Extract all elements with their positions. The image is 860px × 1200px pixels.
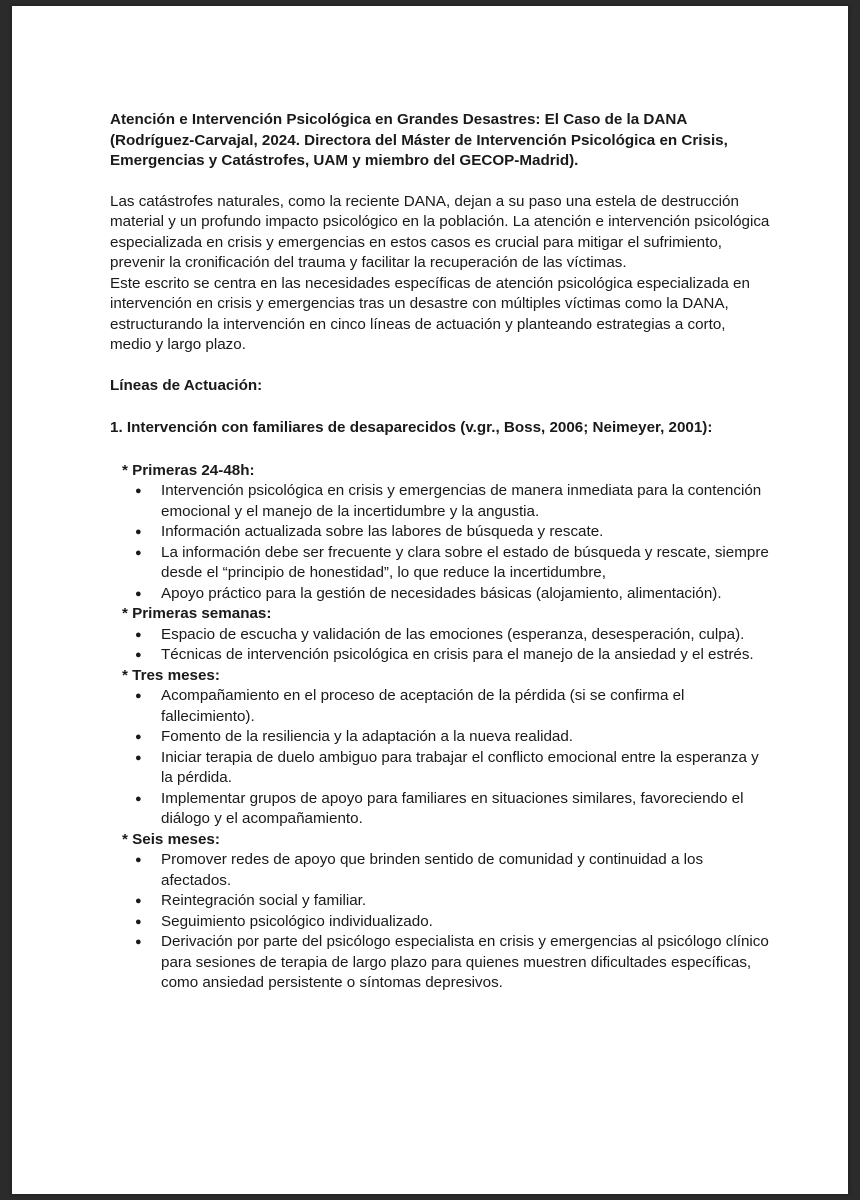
list-item: ● Iniciar terapia de duelo ambiguo para trabajar el conflicto emocional entre la esperanza y la pérdida.: [161, 748, 770, 789]
list-item: ● Promover redes de apoyo que brinden sentido de comunidad y continuidad a los afectados.: [161, 850, 770, 891]
document-content: [110, 110, 770, 994]
bullet-list: [122, 686, 770, 830]
list-item: ● Intervención psicológica en crisis y emergencias de manera inmediata para la contención emocional y el manejo de la incertidumbre y la angustia.: [161, 481, 770, 522]
period-label: * Seis meses:: [122, 830, 220, 848]
spacer: [110, 439, 770, 461]
intro-paragraph: Este escrito se centra en las necesidades específicas de atención psicológica especializada en intervención en crisis y emergencias tras un desastre con múltiples víctimas como la DANA, estructurando la intervención en cinco líneas de actuación y planteando estrategias a corto, medio y largo plazo.: [110, 274, 750, 353]
list-item: ● Espacio de escucha y validación de las emociones (esperanza, desesperación, culpa).: [161, 625, 770, 646]
list-item: ● La información debe ser frecuente y clara sobre el estado de búsqueda y rescate, siempre desde el “principio de honestidad”, lo que reduce la incertidumbre,: [161, 543, 770, 584]
period-label: * Primeras semanas:: [122, 605, 272, 622]
bullet-list: [122, 481, 770, 604]
list-item: ● Derivación por parte del psicólogo especialista en crisis y emergencias al psicólogo clínico para sesiones de terapia de largo plazo para quienes muestren dificultades específicas, como ansiedad persistente o síntomas depresivos.: [161, 932, 770, 994]
intro-paragraph: Las catástrofes naturales, como la reciente DANA, dejan a su paso una estela de destrucción material y un profundo impacto psicológico en la población. La atención e intervención psicológica especializada en crisis y emergencias en estos casos es crucial para mitigar el sufrimiento, prevenir la cronificación del trauma y facilitar la recuperación de las víctimas.: [110, 192, 770, 271]
period-block-three-months: [122, 666, 770, 830]
list-item: ● Apoyo práctico para la gestión de necesidades básicas (alojamiento, alimentación).: [161, 584, 770, 605]
spacer: [110, 356, 770, 376]
bullet-list: [122, 625, 770, 666]
period-block-weeks: [122, 604, 770, 666]
spacer: [110, 172, 770, 192]
document-page: [12, 6, 848, 1194]
list-item: ● Acompañamiento en el proceso de aceptación de la pérdida (si se confirma el fallecimiento).: [161, 686, 770, 727]
period-block-six-months: [122, 830, 770, 994]
period-label: * Primeras 24-48h:: [122, 461, 255, 479]
bullet-list: [122, 850, 770, 994]
list-item: ● Implementar grupos de apoyo para familiares en situaciones similares, favoreciendo el diálogo y el acompañamiento.: [161, 789, 770, 830]
line-1-heading: 1. Intervención con familiares de desaparecidos (v.gr., Boss, 2006; Neimeyer, 2001):: [110, 419, 713, 436]
document-title: Atención e Intervención Psicológica en Grandes Desastres: El Caso de la DANA (Rodríguez-Carvajal, 2024. Directora del Máster de Intervención Psicológica en Crisis, Emergencias y Catástrofes, UAM y miembro del GECOP-Madrid).: [110, 111, 728, 169]
period-label: * Tres meses:: [122, 666, 220, 684]
list-item: ● Técnicas de intervención psicológica en crisis para el manejo de la ansiedad y el estrés.: [161, 645, 770, 666]
list-item: ● Seguimiento psicológico individualizado.: [161, 912, 770, 933]
spacer: [110, 396, 770, 418]
lines-heading: Líneas de Actuación:: [110, 376, 263, 394]
list-item: ● Información actualizada sobre las labores de búsqueda y rescate.: [161, 522, 770, 543]
list-item: ● Reintegración social y familiar.: [161, 891, 770, 912]
period-block-24-48h: [122, 461, 770, 605]
list-item: ● Fomento de la resiliencia y la adaptación a la nueva realidad.: [161, 727, 770, 748]
